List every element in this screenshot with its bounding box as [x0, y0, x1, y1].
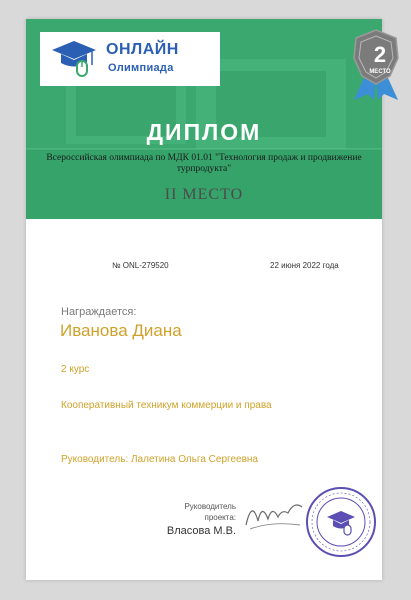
- stamp-image: [304, 485, 378, 559]
- badge-word: МЕСТО: [369, 69, 391, 75]
- diploma-sheet: [26, 19, 382, 580]
- supervisor: Руководитель: Лалетина Ольга Сергеевна: [61, 454, 258, 465]
- olympiad-name: Всероссийская олимпиада по МДК 01.01 "Технология продаж и продвижение турпродукта": [46, 153, 362, 174]
- recipient-name: Иванова Диана: [60, 321, 182, 340]
- mouse-icon: [77, 61, 87, 76]
- project-manager-name: Власова М.В.: [166, 525, 236, 537]
- place-title: II МЕСТО: [164, 186, 244, 203]
- diploma-date: 22 июня 2022 года: [270, 261, 339, 270]
- logo-text-line2: Олимпиада: [108, 62, 174, 74]
- institution: Кооперативный техникум коммерции и права: [61, 400, 272, 411]
- graduation-cap-icon: [50, 39, 98, 79]
- signature-image: [242, 491, 306, 533]
- project-manager-role: Руководитель проекта:: [184, 502, 236, 522]
- logo-text-line1: ОНЛАЙН: [106, 41, 179, 58]
- diploma-number: № ONL-279520: [112, 261, 169, 270]
- diploma-header: [26, 19, 382, 219]
- logo: [40, 32, 220, 86]
- diploma-title: ДИПЛОМ: [146, 119, 262, 145]
- course: 2 курс: [61, 364, 90, 375]
- badge-number: 2: [373, 42, 387, 67]
- awarded-label: Награждается:: [61, 306, 137, 318]
